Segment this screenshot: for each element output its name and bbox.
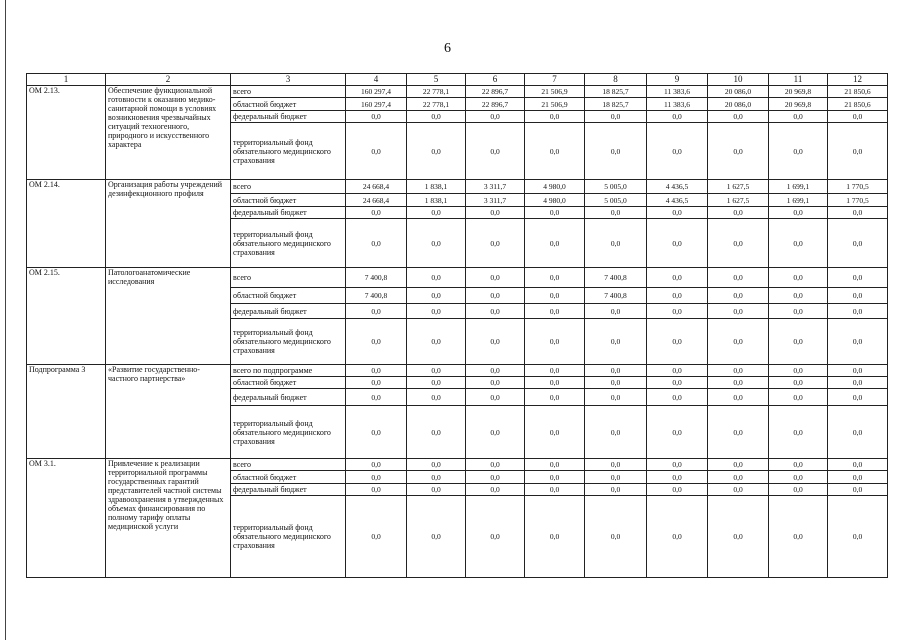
value-cell: 0,0 — [585, 484, 647, 496]
value-cell: 0,0 — [585, 219, 647, 268]
budget-table — [26, 73, 888, 578]
value-cell: 0,0 — [769, 319, 828, 365]
row-code-cell: ОМ 2.13. — [27, 86, 106, 180]
value-cell: 0,0 — [466, 111, 525, 123]
value-cell: 0,0 — [585, 304, 647, 319]
table-body — [27, 86, 888, 578]
value-cell: 0,0 — [407, 406, 466, 459]
value-cell: 0,0 — [585, 496, 647, 578]
value-cell: 0,0 — [466, 268, 525, 288]
value-cell: 1 627,5 — [708, 194, 769, 207]
value-cell: 0,0 — [769, 111, 828, 123]
value-cell: 0,0 — [647, 111, 708, 123]
row-name-cell: Патологоанатомические исследования — [106, 268, 231, 365]
value-cell: 0,0 — [407, 304, 466, 319]
table-row — [27, 86, 888, 98]
value-cell: 0,0 — [647, 288, 708, 304]
row-code-cell: ОМ 2.15. — [27, 268, 106, 365]
value-cell: 0,0 — [585, 406, 647, 459]
value-cell: 20 969,8 — [769, 98, 828, 111]
value-cell: 4 436,5 — [647, 180, 708, 194]
value-cell: 0,0 — [647, 406, 708, 459]
value-cell: 21 850,6 — [828, 86, 888, 98]
value-cell: 0,0 — [708, 459, 769, 471]
value-cell: 20 086,0 — [708, 86, 769, 98]
value-cell: 22 778,1 — [407, 86, 466, 98]
value-cell: 0,0 — [585, 123, 647, 180]
value-cell: 0,0 — [407, 459, 466, 471]
value-cell: 0,0 — [769, 123, 828, 180]
value-cell: 0,0 — [466, 471, 525, 484]
value-cell: 0,0 — [828, 319, 888, 365]
value-cell: 0,0 — [828, 288, 888, 304]
value-cell: 0,0 — [407, 496, 466, 578]
value-cell: 0,0 — [708, 207, 769, 219]
value-cell: 0,0 — [407, 268, 466, 288]
funding-source-cell: всего — [231, 180, 346, 194]
value-cell: 0,0 — [585, 471, 647, 484]
header-cell: 1 — [27, 74, 106, 86]
value-cell: 0,0 — [525, 389, 585, 406]
value-cell: 0,0 — [585, 207, 647, 219]
value-cell: 0,0 — [708, 389, 769, 406]
value-cell: 0,0 — [525, 268, 585, 288]
value-cell: 0,0 — [346, 207, 407, 219]
header-cell: 10 — [708, 74, 769, 86]
value-cell: 22 778,1 — [407, 98, 466, 111]
value-cell: 0,0 — [407, 471, 466, 484]
value-cell: 0,0 — [346, 496, 407, 578]
value-cell: 0,0 — [769, 496, 828, 578]
value-cell: 0,0 — [525, 304, 585, 319]
value-cell: 0,0 — [828, 304, 888, 319]
value-cell: 0,0 — [407, 219, 466, 268]
value-cell: 0,0 — [525, 471, 585, 484]
value-cell: 0,0 — [585, 377, 647, 389]
value-cell: 0,0 — [525, 219, 585, 268]
value-cell: 3 311,7 — [466, 180, 525, 194]
value-cell: 0,0 — [585, 365, 647, 377]
value-cell: 1 770,5 — [828, 180, 888, 194]
value-cell: 0,0 — [346, 459, 407, 471]
value-cell: 0,0 — [407, 389, 466, 406]
value-cell: 0,0 — [346, 304, 407, 319]
value-cell: 0,0 — [828, 496, 888, 578]
funding-source-cell: федеральный бюджет — [231, 304, 346, 319]
value-cell: 18 825,7 — [585, 98, 647, 111]
value-cell: 0,0 — [828, 207, 888, 219]
table-row — [27, 365, 888, 377]
header-cell: 12 — [828, 74, 888, 86]
funding-source-cell: всего — [231, 459, 346, 471]
value-cell: 0,0 — [708, 319, 769, 365]
funding-source-cell: областной бюджет — [231, 98, 346, 111]
value-cell: 1 699,1 — [769, 194, 828, 207]
value-cell: 0,0 — [828, 123, 888, 180]
value-cell: 7 400,8 — [585, 288, 647, 304]
value-cell: 5 005,0 — [585, 180, 647, 194]
funding-source-cell: областной бюджет — [231, 377, 346, 389]
value-cell: 0,0 — [466, 365, 525, 377]
value-cell: 0,0 — [525, 123, 585, 180]
value-cell: 7 400,8 — [585, 268, 647, 288]
value-cell: 0,0 — [828, 459, 888, 471]
value-cell: 0,0 — [346, 319, 407, 365]
value-cell: 0,0 — [346, 377, 407, 389]
value-cell: 22 896,7 — [466, 86, 525, 98]
value-cell: 21 506,9 — [525, 98, 585, 111]
value-cell: 0,0 — [647, 377, 708, 389]
funding-source-cell: федеральный бюджет — [231, 484, 346, 496]
value-cell: 0,0 — [585, 389, 647, 406]
value-cell: 0,0 — [647, 471, 708, 484]
value-cell: 160 297,4 — [346, 86, 407, 98]
value-cell: 0,0 — [466, 406, 525, 459]
value-cell: 1 838,1 — [407, 180, 466, 194]
value-cell: 0,0 — [525, 288, 585, 304]
value-cell: 0,0 — [647, 496, 708, 578]
funding-source-cell: территориальный фонд обязательного медицинского страхования — [231, 406, 346, 459]
value-cell: 0,0 — [828, 471, 888, 484]
funding-source-cell: всего по подпрограмме — [231, 365, 346, 377]
value-cell: 0,0 — [525, 377, 585, 389]
value-cell: 0,0 — [346, 365, 407, 377]
value-cell: 0,0 — [407, 365, 466, 377]
value-cell: 0,0 — [769, 365, 828, 377]
value-cell: 0,0 — [647, 304, 708, 319]
value-cell: 0,0 — [828, 406, 888, 459]
value-cell: 0,0 — [407, 111, 466, 123]
row-code-cell: Подпрограмма 3 — [27, 365, 106, 459]
value-cell: 160 297,4 — [346, 98, 407, 111]
value-cell: 0,0 — [525, 496, 585, 578]
row-code-cell: ОМ 2.14. — [27, 180, 106, 268]
value-cell: 0,0 — [466, 496, 525, 578]
funding-source-cell: территориальный фонд обязательного медицинского страхования — [231, 123, 346, 180]
value-cell: 0,0 — [647, 207, 708, 219]
table-row — [27, 459, 888, 471]
value-cell: 20 969,8 — [769, 86, 828, 98]
value-cell: 0,0 — [585, 319, 647, 365]
value-cell: 0,0 — [769, 219, 828, 268]
value-cell: 0,0 — [466, 389, 525, 406]
value-cell: 11 383,6 — [647, 98, 708, 111]
value-cell: 0,0 — [708, 111, 769, 123]
value-cell: 0,0 — [828, 365, 888, 377]
funding-source-cell: областной бюджет — [231, 194, 346, 207]
value-cell: 0,0 — [708, 484, 769, 496]
value-cell: 0,0 — [346, 484, 407, 496]
value-cell: 21 850,6 — [828, 98, 888, 111]
value-cell: 0,0 — [346, 219, 407, 268]
value-cell: 0,0 — [708, 268, 769, 288]
value-cell: 0,0 — [708, 377, 769, 389]
row-name-cell: Обеспечение функциональной готовности к оказанию медико-санитарной помощи в условиях возникновения чрезвычайных ситуаций техногенного, природного и искусственного характера — [106, 86, 231, 180]
value-cell: 24 668,4 — [346, 194, 407, 207]
table-header — [27, 74, 888, 86]
funding-source-cell: территориальный фонд обязательного медицинского страхования — [231, 319, 346, 365]
value-cell: 0,0 — [769, 471, 828, 484]
value-cell: 21 506,9 — [525, 86, 585, 98]
value-cell: 0,0 — [466, 459, 525, 471]
value-cell: 0,0 — [466, 219, 525, 268]
value-cell: 0,0 — [708, 406, 769, 459]
value-cell: 1 699,1 — [769, 180, 828, 194]
funding-source-cell: областной бюджет — [231, 471, 346, 484]
header-cell: 2 — [106, 74, 231, 86]
value-cell: 0,0 — [525, 484, 585, 496]
value-cell: 0,0 — [769, 484, 828, 496]
value-cell: 24 668,4 — [346, 180, 407, 194]
table-row — [27, 180, 888, 194]
header-cell: 9 — [647, 74, 708, 86]
value-cell: 0,0 — [647, 268, 708, 288]
value-cell: 0,0 — [769, 377, 828, 389]
funding-source-cell: федеральный бюджет — [231, 111, 346, 123]
value-cell: 22 896,7 — [466, 98, 525, 111]
value-cell: 0,0 — [525, 111, 585, 123]
header-row — [27, 74, 888, 86]
value-cell: 0,0 — [769, 459, 828, 471]
value-cell: 7 400,8 — [346, 268, 407, 288]
value-cell: 0,0 — [708, 496, 769, 578]
value-cell: 0,0 — [346, 406, 407, 459]
value-cell: 0,0 — [647, 219, 708, 268]
funding-source-cell: областной бюджет — [231, 288, 346, 304]
value-cell: 0,0 — [647, 123, 708, 180]
value-cell: 0,0 — [769, 288, 828, 304]
value-cell: 0,0 — [466, 207, 525, 219]
value-cell: 0,0 — [708, 471, 769, 484]
row-name-cell: Привлечение к реализации территориальной программы государственных гарантий представителей частной системы здравоохранения в утвержденных объемах финансирования по полному тарифу оплаты медицинской услуги — [106, 459, 231, 578]
header-cell: 8 — [585, 74, 647, 86]
value-cell: 0,0 — [525, 207, 585, 219]
value-cell: 0,0 — [769, 268, 828, 288]
left-margin-line — [5, 0, 6, 640]
value-cell: 0,0 — [466, 484, 525, 496]
row-name-cell: Организация работы учреждений дезинфекционного профиля — [106, 180, 231, 268]
value-cell: 0,0 — [407, 377, 466, 389]
value-cell: 0,0 — [769, 389, 828, 406]
funding-source-cell: всего — [231, 268, 346, 288]
value-cell: 20 086,0 — [708, 98, 769, 111]
header-cell: 6 — [466, 74, 525, 86]
header-cell: 11 — [769, 74, 828, 86]
funding-source-cell: территориальный фонд обязательного медицинского страхования — [231, 496, 346, 578]
value-cell: 5 005,0 — [585, 194, 647, 207]
value-cell: 4 980,0 — [525, 194, 585, 207]
value-cell: 0,0 — [346, 111, 407, 123]
value-cell: 3 311,7 — [466, 194, 525, 207]
value-cell: 0,0 — [346, 471, 407, 484]
row-name-cell: «Развитие государственно-частного партнерства» — [106, 365, 231, 459]
value-cell: 0,0 — [466, 377, 525, 389]
value-cell: 0,0 — [585, 111, 647, 123]
value-cell: 0,0 — [525, 406, 585, 459]
value-cell: 0,0 — [525, 319, 585, 365]
funding-source-cell: федеральный бюджет — [231, 207, 346, 219]
row-code-cell: ОМ 3.1. — [27, 459, 106, 578]
funding-source-cell: территориальный фонд обязательного медицинского страхования — [231, 219, 346, 268]
value-cell: 7 400,8 — [346, 288, 407, 304]
value-cell: 0,0 — [708, 219, 769, 268]
value-cell: 4 436,5 — [647, 194, 708, 207]
value-cell: 0,0 — [407, 319, 466, 365]
value-cell: 0,0 — [647, 319, 708, 365]
value-cell: 0,0 — [769, 304, 828, 319]
funding-source-cell: всего — [231, 86, 346, 98]
header-cell: 7 — [525, 74, 585, 86]
value-cell: 18 825,7 — [585, 86, 647, 98]
value-cell: 11 383,6 — [647, 86, 708, 98]
value-cell: 0,0 — [407, 207, 466, 219]
value-cell: 0,0 — [407, 123, 466, 180]
value-cell: 0,0 — [647, 484, 708, 496]
value-cell: 0,0 — [466, 288, 525, 304]
value-cell: 0,0 — [585, 459, 647, 471]
value-cell: 0,0 — [346, 123, 407, 180]
value-cell: 0,0 — [708, 304, 769, 319]
value-cell: 0,0 — [466, 304, 525, 319]
value-cell: 0,0 — [708, 288, 769, 304]
value-cell: 0,0 — [828, 219, 888, 268]
value-cell: 0,0 — [828, 268, 888, 288]
value-cell: 0,0 — [647, 459, 708, 471]
value-cell: 0,0 — [828, 377, 888, 389]
value-cell: 0,0 — [525, 459, 585, 471]
value-cell: 1 838,1 — [407, 194, 466, 207]
value-cell: 0,0 — [647, 389, 708, 406]
value-cell: 0,0 — [828, 111, 888, 123]
value-cell: 0,0 — [466, 319, 525, 365]
value-cell: 0,0 — [769, 207, 828, 219]
header-cell: 5 — [407, 74, 466, 86]
value-cell: 0,0 — [828, 484, 888, 496]
value-cell: 0,0 — [525, 365, 585, 377]
value-cell: 0,0 — [708, 123, 769, 180]
value-cell: 0,0 — [708, 365, 769, 377]
page-number: 6 — [444, 41, 451, 56]
value-cell: 1 770,5 — [828, 194, 888, 207]
header-cell: 4 — [346, 74, 407, 86]
funding-source-cell: федеральный бюджет — [231, 389, 346, 406]
value-cell: 0,0 — [647, 365, 708, 377]
table-row — [27, 268, 888, 288]
value-cell: 0,0 — [828, 389, 888, 406]
value-cell: 0,0 — [407, 484, 466, 496]
value-cell: 0,0 — [466, 123, 525, 180]
value-cell: 1 627,5 — [708, 180, 769, 194]
value-cell: 4 980,0 — [525, 180, 585, 194]
value-cell: 0,0 — [346, 389, 407, 406]
value-cell: 0,0 — [407, 288, 466, 304]
value-cell: 0,0 — [769, 406, 828, 459]
header-cell: 3 — [231, 74, 346, 86]
